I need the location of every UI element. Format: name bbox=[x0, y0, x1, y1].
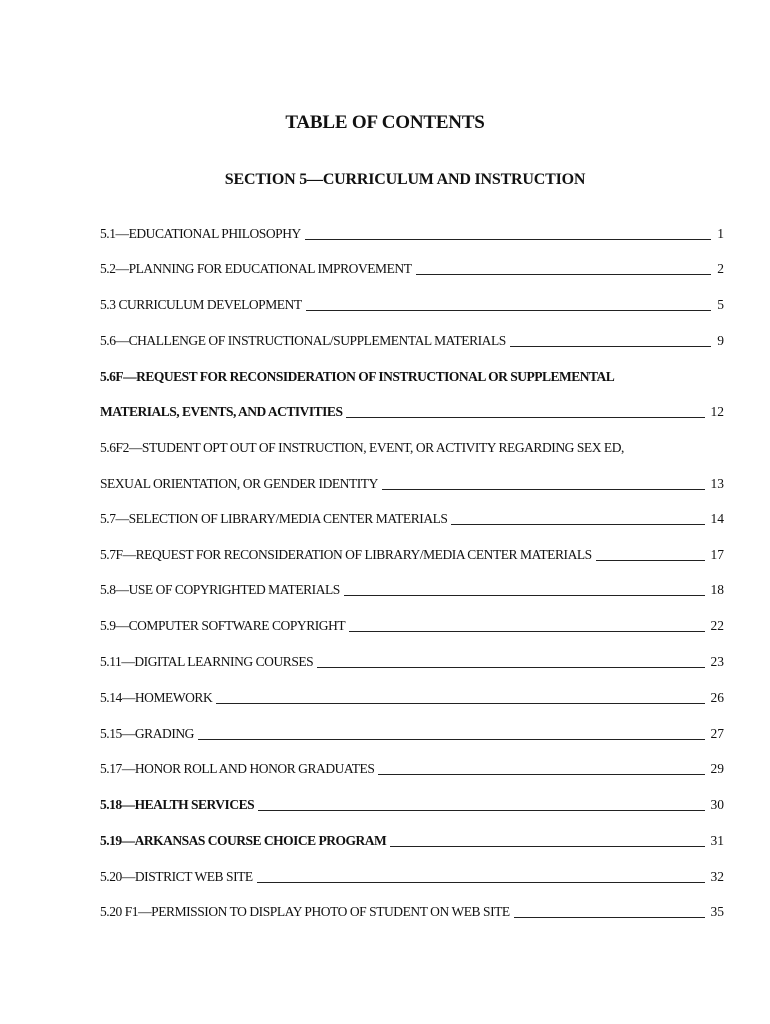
dot-leader bbox=[596, 560, 705, 561]
dot-leader bbox=[514, 917, 705, 918]
toc-entry-5-15[interactable] bbox=[100, 726, 724, 746]
page-title: TABLE OF CONTENTS bbox=[285, 112, 485, 133]
dot-leader bbox=[344, 595, 705, 596]
toc-entry-5-19[interactable] bbox=[100, 833, 724, 853]
toc-entry-page: 35 bbox=[710, 904, 724, 919]
toc-entry-page: 12 bbox=[710, 404, 724, 419]
toc-entry-label: 5.11—DIGITAL LEARNING COURSES bbox=[100, 654, 314, 669]
toc-entry-5-2[interactable] bbox=[100, 261, 724, 281]
toc-entry-5-9[interactable] bbox=[100, 618, 724, 638]
toc-entry-page: 26 bbox=[710, 690, 724, 705]
toc-entry-label: 5.18—HEALTH SERVICES bbox=[100, 797, 255, 812]
toc-entry-5-20-f1[interactable] bbox=[100, 904, 724, 924]
toc-entry-label: 5.7—SELECTION OF LIBRARY/MEDIA CENTER MATERIALS bbox=[100, 511, 448, 526]
dot-leader bbox=[390, 846, 704, 847]
dot-leader bbox=[378, 774, 704, 775]
toc-entry-5-1[interactable] bbox=[100, 226, 724, 246]
toc-entry-label: 5.17—HONOR ROLL AND HONOR GRADUATES bbox=[100, 761, 375, 776]
toc-entry-page: 32 bbox=[710, 869, 724, 884]
dot-leader bbox=[349, 631, 704, 632]
toc-entry-label: 5.6F2—STUDENT OPT OUT OF INSTRUCTION, EVENT, OR ACTIVITY REGARDING SEX ED, bbox=[100, 440, 624, 455]
toc-entry-label: 5.7F—REQUEST FOR RECONSIDERATION OF LIBRARY/MEDIA CENTER MATERIALS bbox=[100, 547, 592, 562]
toc-entry-5-3[interactable] bbox=[100, 297, 724, 317]
dot-leader bbox=[346, 417, 704, 418]
dot-leader bbox=[451, 524, 704, 525]
toc-entry-5-20[interactable] bbox=[100, 869, 724, 889]
toc-entry-label: 5.20 F1—PERMISSION TO DISPLAY PHOTO OF STUDENT ON WEB SITE bbox=[100, 904, 510, 919]
toc-entry-label: 5.8—USE OF COPYRIGHTED MATERIALS bbox=[100, 582, 340, 597]
toc-entry-label: 5.15—GRADING bbox=[100, 726, 194, 741]
toc-entry-label: 5.9—COMPUTER SOFTWARE COPYRIGHT bbox=[100, 618, 346, 633]
toc-entry-label-continued: MATERIALS, EVENTS, AND ACTIVITIES bbox=[100, 404, 343, 419]
toc-entry-page: 27 bbox=[710, 726, 724, 741]
toc-entry-5-6f2-line1[interactable] bbox=[100, 440, 724, 460]
dot-leader bbox=[258, 810, 704, 811]
toc-entry-label: 5.3 CURRICULUM DEVELOPMENT bbox=[100, 297, 302, 312]
dot-leader bbox=[257, 882, 705, 883]
dot-leader bbox=[510, 346, 711, 347]
toc-entry-page: 14 bbox=[710, 511, 724, 526]
toc-entry-page: 9 bbox=[717, 333, 724, 348]
toc-entry-5-14[interactable] bbox=[100, 690, 724, 710]
toc-entry-page: 18 bbox=[710, 582, 724, 597]
toc-entry-5-6[interactable] bbox=[100, 333, 724, 353]
toc-entry-page: 31 bbox=[710, 833, 724, 848]
toc-entry-5-18[interactable] bbox=[100, 797, 724, 817]
dot-leader bbox=[305, 239, 711, 240]
section-heading: SECTION 5—CURRICULUM AND INSTRUCTION bbox=[224, 171, 586, 188]
toc-entry-5-11[interactable] bbox=[100, 654, 724, 674]
toc-entry-page: 5 bbox=[717, 297, 724, 312]
toc-entry-label: 5.2—PLANNING FOR EDUCATIONAL IMPROVEMENT bbox=[100, 261, 412, 276]
toc-entry-label-continued: SEXUAL ORIENTATION, OR GENDER IDENTITY bbox=[100, 476, 378, 491]
dot-leader bbox=[306, 310, 712, 311]
toc-entry-page: 23 bbox=[710, 654, 724, 669]
toc-entry-page: 30 bbox=[710, 797, 724, 812]
toc-entry-page: 1 bbox=[717, 226, 724, 241]
toc-entry-label: 5.19—ARKANSAS COURSE CHOICE PROGRAM bbox=[100, 833, 387, 848]
toc-entry-5-6f-line2[interactable] bbox=[100, 404, 724, 424]
toc-entry-page: 17 bbox=[710, 547, 724, 562]
toc-entry-label: 5.6F—REQUEST FOR RECONSIDERATION OF INSTRUCTIONAL OR SUPPLEMENTAL bbox=[100, 369, 615, 384]
toc-entry-page: 29 bbox=[710, 761, 724, 776]
dot-leader bbox=[198, 739, 705, 740]
toc-entry-5-6f2-line2[interactable] bbox=[100, 476, 724, 496]
toc-entry-page: 2 bbox=[717, 261, 724, 276]
toc-entry-label: 5.20—DISTRICT WEB SITE bbox=[100, 869, 253, 884]
toc-entry-5-7[interactable] bbox=[100, 511, 724, 531]
toc-entry-5-6f-line1[interactable] bbox=[100, 369, 724, 389]
toc-entry-page: 13 bbox=[710, 476, 724, 491]
toc-entry-5-8[interactable] bbox=[100, 582, 724, 602]
toc-entry-label: 5.6—CHALLENGE OF INSTRUCTIONAL/SUPPLEMENTAL MATERIALS bbox=[100, 333, 506, 348]
toc-entry-5-17[interactable] bbox=[100, 761, 724, 781]
dot-leader bbox=[382, 489, 705, 490]
dot-leader bbox=[317, 667, 704, 668]
toc-entry-5-7f[interactable] bbox=[100, 547, 724, 567]
dot-leader bbox=[416, 274, 712, 275]
toc-entry-page: 22 bbox=[710, 618, 724, 633]
toc-entry-label: 5.14—HOMEWORK bbox=[100, 690, 213, 705]
toc-entry-label: 5.1—EDUCATIONAL PHILOSOPHY bbox=[100, 226, 301, 241]
dot-leader bbox=[216, 703, 704, 704]
